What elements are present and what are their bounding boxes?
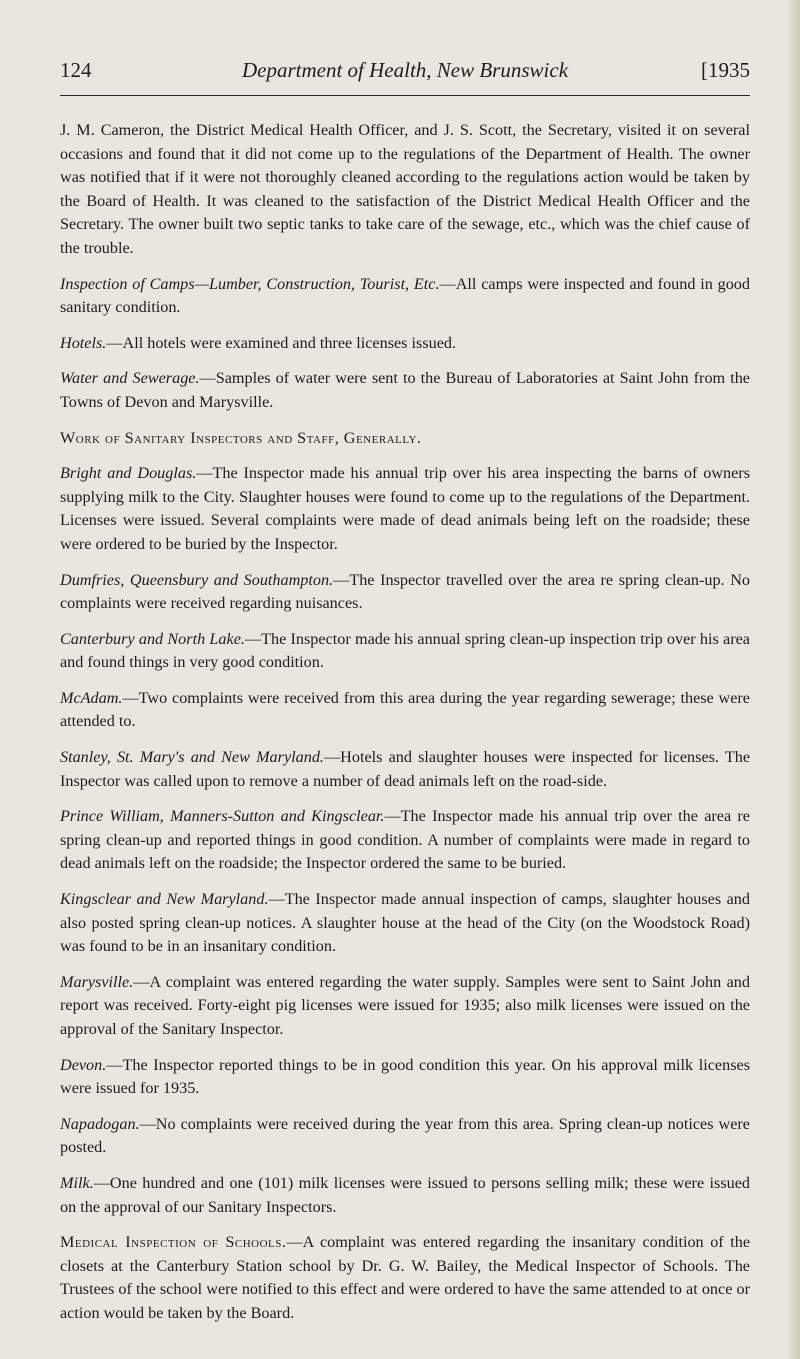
paragraph-heading: Kingsclear and New Maryland. (60, 890, 269, 909)
page-edge-shadow (786, 0, 800, 1359)
paragraph: Water and Sewerage.—Samples of water were sent to the Bureau of Laboratories at Saint John from the Towns of Devon and Marysville. (60, 369, 750, 411)
paragraph-heading: Medical Inspection of Schools. (60, 1233, 287, 1252)
paragraph-heading: Milk. (60, 1173, 94, 1192)
paragraph: McAdam.—Two complaints were received from this area during the year regarding sewerage; these were attended to. (60, 688, 750, 731)
paragraph-heading: Prince William, Manners-Sutton and Kingsclear. (60, 807, 385, 826)
running-title: Department of Health, New Brunswick (241, 58, 569, 82)
paragraph: Canterbury and North Lake.—The Inspector made his annual spring clean-up inspection trip over his area and found things in very good condition. (60, 629, 750, 672)
paragraph-heading: Marysville. (60, 972, 134, 991)
paragraph: Marysville.—A complaint was entered regarding the water supply. Samples were sent to Saint John and report was received. Forty-eight pig licenses were issued for 1935; also milk licenses were issued on the approval of the Sanitary Inspector. (60, 972, 750, 1038)
paragraph-schools: Medical Inspection of Schools.—A complaint was entered regarding the insanitary condition of the closets at the Canterbury Station school by Dr. G. W. Bailey, the Medical Inspector of Schools. The Trustees of the school were notified to this effect and were ordered to have the same attended to at once or action would be taken by the Board. (60, 1233, 751, 1322)
paragraph-heading: Napadogan. (60, 1114, 140, 1133)
paragraph: Stanley, St. Mary's and New Maryland.—Hotels and slaughter houses were inspected for licenses. The Inspector was called upon to remove a number of dead animals left on the road-side. (60, 748, 751, 790)
paragraph: Bright and Douglas.—The Inspector made his annual trip over his area inspecting the barns of owners supplying milk to the City. Slaughter houses were found to come up to the regulations of the Department. Licenses were issued. Several complaints were made of dead animals being left on the roadside; these were ordered to be buried by the Inspector. (60, 464, 750, 553)
paragraph-heading: Canterbury and North Lake. (60, 629, 245, 648)
header-rule (60, 95, 750, 96)
header-year: [1935 (701, 58, 750, 82)
paragraph: Dumfries, Queensbury and Southampton.—The Inspector travelled over the area re spring clean-up. No complaints were received regarding nuisances. (60, 570, 750, 613)
paragraph: Napadogan.—No complaints were received during the year from this area. Spring clean-up notices were posted. (60, 1114, 750, 1157)
paragraph: Kingsclear and New Maryland.—The Inspector made annual inspection of camps, slaughter houses and also posted spring clean-up notices. A slaughter house at the head of the City (on the Woodstock Road) was found to be in an insanitary condition. (60, 890, 750, 956)
page-body (60, 119, 750, 1338)
paragraph-heading: Water and Sewerage. (60, 369, 200, 388)
paragraph-heading: Bright and Douglas. (60, 464, 197, 483)
paragraph: Devon.—The Inspector reported things to be in good condition this year. On his approval milk licenses were issued for 1935. (60, 1055, 750, 1098)
section-heading: Work of Sanitary Inspectors and Staff, Generally. (60, 428, 422, 447)
paragraph-heading: Inspection of Camps—Lumber, Construction, Tourist, Etc. (60, 274, 440, 293)
page-number: 124 (60, 58, 92, 82)
paragraph-heading: Stanley, St. Mary's and New Maryland. (60, 748, 324, 767)
paragraph: J. M. Cameron, the District Medical Health Officer, and J. S. Scott, the Secretary, visited it on several occasions and found that it did not come up to the regulations of the Department of Health. The owner was notified that if it were not thoroughly cleaned according to the regulations action would be taken by the Board of Health. It was cleaned to the satisfaction of the District Medical Health Officer and the Secretary. The owner built two septic tanks to take care of the sewage, etc., which was the chief cause of the trouble. (60, 121, 750, 257)
paragraph-heading: Dumfries, Queensbury and Southampton. (60, 570, 334, 589)
paragraph: Milk.—One hundred and one (101) milk licenses were issued to persons selling milk; these were issued on the approval of our Sanitary Inspectors. (60, 1173, 750, 1216)
paragraph: Inspection of Camps—Lumber, Construction, Tourist, Etc.—All camps were inspected and found in good sanitary condition. (60, 274, 750, 317)
paragraph-heading: Devon. (60, 1055, 107, 1074)
paragraph: Hotels.—All hotels were examined and three licenses issued. (60, 333, 457, 352)
running-header (60, 58, 750, 90)
paragraph-heading: Hotels. (60, 333, 107, 352)
paragraph: Prince William, Manners-Sutton and Kingsclear.—The Inspector made his annual trip over the area re spring clean-up and reported things in good condition. A number of complaints were made in regard to dead animals left on the roadside; the Inspector ordered the same to be buried. (60, 807, 750, 873)
paragraph-heading: McAdam. (60, 688, 123, 707)
